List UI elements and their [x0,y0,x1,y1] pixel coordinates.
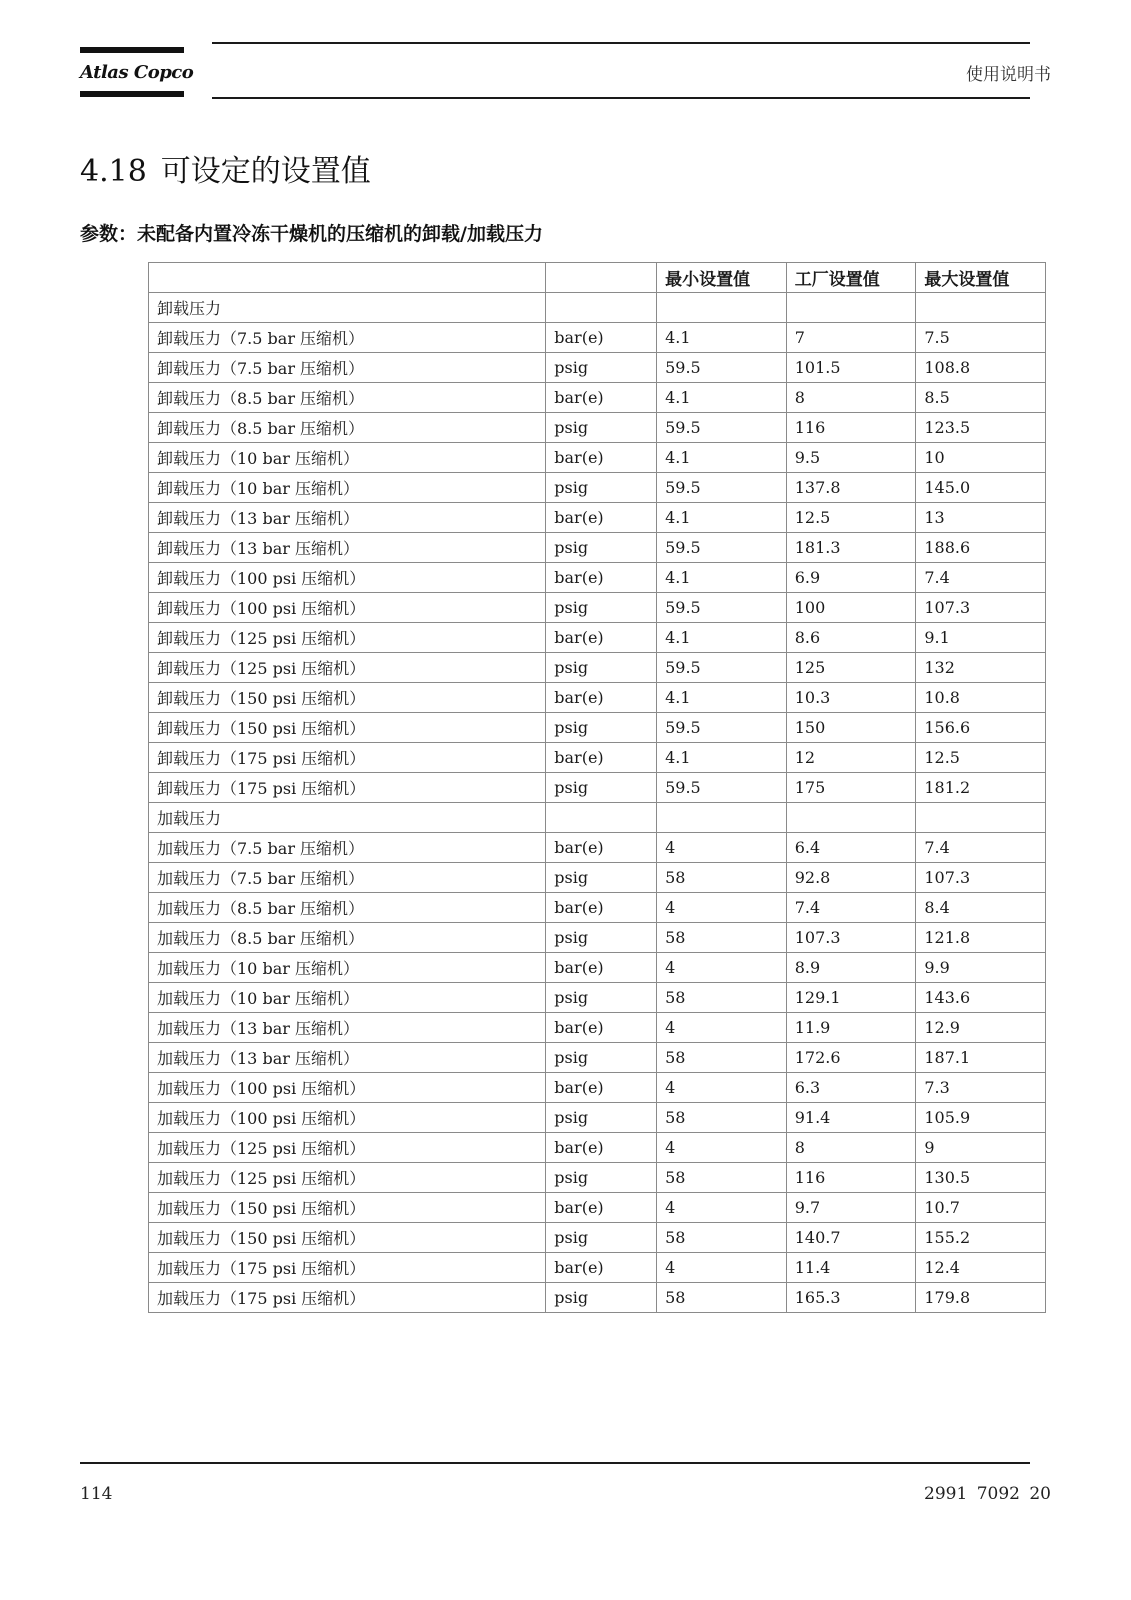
table-cell: bar(e) [546,443,657,473]
table-cell: 卸载压力（13 bar 压缩机） [149,533,546,563]
table-cell: 6.4 [786,833,916,863]
table-cell: 143.6 [916,983,1046,1013]
table-cell: 125 [786,653,916,683]
table-cell: psig [546,773,657,803]
table-cell: 加载压力（125 psi 压缩机） [149,1133,546,1163]
table-cell: bar(e) [546,1253,657,1283]
table-row [149,1163,1046,1193]
table-cell: 9.9 [916,953,1046,983]
table-cell: bar(e) [546,1193,657,1223]
table-row [149,1223,1046,1253]
parameter-title: 参数：未配备内置冷冻干燥机的压缩机的卸载/加载压力 [80,223,543,245]
table-cell: 107.3 [916,863,1046,893]
table-cell: 7.3 [916,1073,1046,1103]
table-cell: 9.5 [786,443,916,473]
table-cell: 59.5 [657,533,787,563]
table-cell: 4 [657,1133,787,1163]
table-header-row [149,263,1046,293]
table-cell: 4 [657,1253,787,1283]
table-cell: 145.0 [916,473,1046,503]
table-cell: 123.5 [916,413,1046,443]
table-cell: 10.7 [916,1193,1046,1223]
table-cell: 137.8 [786,473,916,503]
table-cell: 59.5 [657,653,787,683]
table-cell: 58 [657,1043,787,1073]
table-cell: bar(e) [546,743,657,773]
doc-number: 2991 7092 20 [924,1484,1051,1504]
table-cell: 8.9 [786,953,916,983]
table-cell: psig [546,353,657,383]
table-cell: 108.8 [916,353,1046,383]
table-cell: 加载压力（13 bar 压缩机） [149,1043,546,1073]
table-row [149,1283,1046,1313]
table-cell: bar(e) [546,503,657,533]
table-cell: 7 [786,323,916,353]
table-cell: psig [546,983,657,1013]
table-cell: psig [546,1163,657,1193]
table-cell: 181.2 [916,773,1046,803]
table-cell: 58 [657,863,787,893]
table-cell: 59.5 [657,773,787,803]
table-cell: 59.5 [657,473,787,503]
table-body [149,293,1046,1313]
table-cell: bar(e) [546,623,657,653]
logo-top-bar [80,47,184,53]
table-row [149,893,1046,923]
table-cell: 4.1 [657,563,787,593]
table-cell: 4 [657,893,787,923]
table-cell: 加载压力（13 bar 压缩机） [149,1013,546,1043]
table-cell: 卸载压力（8.5 bar 压缩机） [149,383,546,413]
table-cell: bar(e) [546,563,657,593]
table-cell: 加载压力（175 psi 压缩机） [149,1283,546,1313]
document-title: 使用说明书 [966,65,1051,85]
table-row [149,953,1046,983]
table-cell: 加载压力（100 psi 压缩机） [149,1073,546,1103]
section-row [149,293,1046,323]
section-row [149,803,1046,833]
table-cell: 卸载压力（100 psi 压缩机） [149,593,546,623]
table-cell: 181.3 [786,533,916,563]
column-header [546,263,657,293]
table-cell: psig [546,923,657,953]
table-cell: 4.1 [657,323,787,353]
table-cell: 130.5 [916,1163,1046,1193]
table-cell: 10.3 [786,683,916,713]
table-row [149,1193,1046,1223]
table-cell: 165.3 [786,1283,916,1313]
table-cell: 58 [657,1163,787,1193]
table-row [149,683,1046,713]
table-cell: 172.6 [786,1043,916,1073]
table-row [149,1073,1046,1103]
empty-cell [657,803,787,833]
table-cell: 4 [657,833,787,863]
column-header: 最小设置值 [657,263,787,293]
table-cell: 卸载压力（175 psi 压缩机） [149,743,546,773]
table-cell: 4.1 [657,383,787,413]
table-cell: 加载压力（100 psi 压缩机） [149,1103,546,1133]
table-cell: 加载压力（7.5 bar 压缩机） [149,863,546,893]
table-cell: 58 [657,1283,787,1313]
table-cell: 105.9 [916,1103,1046,1133]
table-row [149,443,1046,473]
table-cell: 加载压力（8.5 bar 压缩机） [149,923,546,953]
table-cell: 187.1 [916,1043,1046,1073]
table-cell: 卸载压力（150 psi 压缩机） [149,683,546,713]
table-row [149,1043,1046,1073]
table-cell: 4 [657,1073,787,1103]
table-cell: 加载压力（175 psi 压缩机） [149,1253,546,1283]
table-cell: 59.5 [657,713,787,743]
table-cell: 卸载压力（13 bar 压缩机） [149,503,546,533]
table-cell: bar(e) [546,1133,657,1163]
table-cell: 11.9 [786,1013,916,1043]
empty-cell [786,803,916,833]
table-row [149,1013,1046,1043]
table-row [149,413,1046,443]
table-cell: 加载压力（150 psi 压缩机） [149,1193,546,1223]
footer-rule [80,1462,1030,1464]
table-cell: 150 [786,713,916,743]
table-row [149,593,1046,623]
table-cell: bar(e) [546,383,657,413]
table-row [149,1253,1046,1283]
table-row [149,533,1046,563]
section-label: 加载压力 [149,803,546,833]
empty-cell [916,293,1046,323]
table-cell: 4.1 [657,743,787,773]
table-cell: 卸载压力（175 psi 压缩机） [149,773,546,803]
table-cell: 7.4 [786,893,916,923]
table-row [149,833,1046,863]
table-cell: 4.1 [657,443,787,473]
table-cell: psig [546,1223,657,1253]
table-cell: 12.5 [916,743,1046,773]
table-cell: 92.8 [786,863,916,893]
table-cell: 6.9 [786,563,916,593]
table-cell: bar(e) [546,683,657,713]
table-cell: 6.3 [786,1073,916,1103]
table-cell: bar(e) [546,323,657,353]
table-cell: psig [546,863,657,893]
atlas-copco-logo [80,47,194,99]
section-title-text: 可设定的设置值 [160,154,371,189]
table-cell: 加载压力（10 bar 压缩机） [149,983,546,1013]
table-row [149,743,1046,773]
table-cell: 13 [916,503,1046,533]
table-row [149,383,1046,413]
table-cell: bar(e) [546,953,657,983]
table-cell: 91.4 [786,1103,916,1133]
table-row [149,473,1046,503]
table-row [149,983,1046,1013]
table-cell: 9 [916,1133,1046,1163]
logo-bottom-bar [80,91,184,97]
table-cell: 卸载压力（150 psi 压缩机） [149,713,546,743]
table-row [149,563,1046,593]
logo-text: Atlas Copco [80,62,194,83]
table-row [149,713,1046,743]
table-cell: 加载压力（10 bar 压缩机） [149,953,546,983]
table-row [149,773,1046,803]
table-row [149,923,1046,953]
table-cell: 加载压力（8.5 bar 压缩机） [149,893,546,923]
table-cell: 9.7 [786,1193,916,1223]
table-cell: 卸载压力（7.5 bar 压缩机） [149,323,546,353]
table-cell: 7.4 [916,833,1046,863]
table-cell: psig [546,1103,657,1133]
table-cell: 156.6 [916,713,1046,743]
table-row [149,1133,1046,1163]
table-cell: 188.6 [916,533,1046,563]
table-cell: 8.4 [916,893,1046,923]
table-row [149,1103,1046,1133]
table-cell: 11.4 [786,1253,916,1283]
table-cell: 9.1 [916,623,1046,653]
table-cell: 8.5 [916,383,1046,413]
table-row [149,653,1046,683]
table-cell: 132 [916,653,1046,683]
table-cell: psig [546,713,657,743]
table-cell: 59.5 [657,593,787,623]
table-row [149,503,1046,533]
table-row [149,623,1046,653]
table-cell: 116 [786,1163,916,1193]
settings-table [148,262,1046,1313]
column-header [149,263,546,293]
table-cell: 58 [657,1223,787,1253]
table-cell: 8 [786,1133,916,1163]
table-cell: psig [546,533,657,563]
table-cell: 4.1 [657,683,787,713]
table-cell: 加载压力（7.5 bar 压缩机） [149,833,546,863]
table-cell: 59.5 [657,353,787,383]
table-cell: 121.8 [916,923,1046,953]
table-cell: 7.4 [916,563,1046,593]
table-cell: 4 [657,1013,787,1043]
table-cell: 140.7 [786,1223,916,1253]
table-cell: bar(e) [546,833,657,863]
table-cell: psig [546,1043,657,1073]
table-cell: 4 [657,953,787,983]
empty-cell [546,803,657,833]
header-rule-bottom [212,97,1030,99]
column-header: 最大设置值 [916,263,1046,293]
table-cell: 12 [786,743,916,773]
empty-cell [657,293,787,323]
table-cell: 4.1 [657,503,787,533]
table-cell: 卸载压力（8.5 bar 压缩机） [149,413,546,443]
table-cell: psig [546,593,657,623]
table-cell: 58 [657,923,787,953]
table-cell: 加载压力（150 psi 压缩机） [149,1223,546,1253]
table-cell: 卸载压力（125 psi 压缩机） [149,653,546,683]
table-cell: 155.2 [916,1223,1046,1253]
table-cell: 4 [657,1193,787,1223]
table-cell: 4.1 [657,623,787,653]
table-cell: 10 [916,443,1046,473]
empty-cell [786,293,916,323]
table-cell: bar(e) [546,1073,657,1103]
table-cell: 卸载压力（125 psi 压缩机） [149,623,546,653]
table-cell: 10.8 [916,683,1046,713]
table-row [149,323,1046,353]
table-cell: 107.3 [916,593,1046,623]
empty-cell [546,293,657,323]
table-cell: 107.3 [786,923,916,953]
table-cell: 59.5 [657,413,787,443]
table-cell: 8 [786,383,916,413]
column-header: 工厂设置值 [786,263,916,293]
table-cell: 卸载压力（10 bar 压缩机） [149,473,546,503]
table-cell: 12.9 [916,1013,1046,1043]
table-cell: 7.5 [916,323,1046,353]
page-number: 114 [80,1484,113,1504]
section-number: 4.18 [80,154,147,189]
table-cell: 8.6 [786,623,916,653]
table-cell: 175 [786,773,916,803]
empty-cell [916,803,1046,833]
table-cell: bar(e) [546,1013,657,1043]
table-cell: 101.5 [786,353,916,383]
table-cell: 129.1 [786,983,916,1013]
table-row [149,863,1046,893]
table-cell: bar(e) [546,893,657,923]
table-cell: 卸载压力（100 psi 压缩机） [149,563,546,593]
table-cell: psig [546,1283,657,1313]
table-cell: 12.4 [916,1253,1046,1283]
table-cell: 116 [786,413,916,443]
section-label: 卸载压力 [149,293,546,323]
table-cell: 179.8 [916,1283,1046,1313]
table-cell: 加载压力（125 psi 压缩机） [149,1163,546,1193]
table-row [149,353,1046,383]
table-cell: 卸载压力（10 bar 压缩机） [149,443,546,473]
table-cell: psig [546,653,657,683]
section-heading [80,146,371,190]
table-cell: psig [546,413,657,443]
table-cell: 58 [657,1103,787,1133]
header-rule-top [212,42,1030,44]
table-cell: psig [546,473,657,503]
table-cell: 100 [786,593,916,623]
table-cell: 12.5 [786,503,916,533]
table-cell: 卸载压力（7.5 bar 压缩机） [149,353,546,383]
table-cell: 58 [657,983,787,1013]
